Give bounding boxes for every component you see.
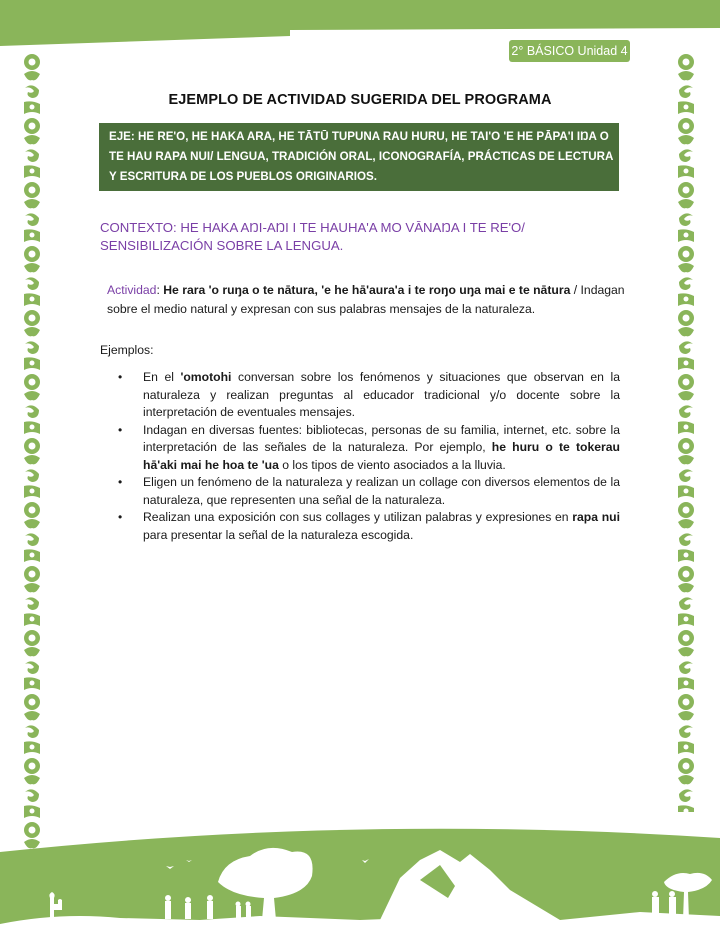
bullet-icon: • — [118, 422, 123, 437]
actividad-paragraph — [107, 281, 627, 319]
item-text: Realizan una exposición con sus collages y utilizan palabras y expresiones en — [143, 510, 573, 524]
item-text: o los tipos de viento asociados a la lluvia. — [278, 457, 506, 472]
page-title: EJEMPLO DE ACTIVIDAD SUGERIDA DEL PROGRAMA — [168, 92, 552, 108]
actividad-spanish-text: Indagan sobre el medio natural y expresan con sus palabras mensajes de la naturaleza. — [107, 283, 625, 316]
item-bold-text: 'omotohi — [180, 370, 232, 384]
grade-unit-badge: 2° BÁSICO Unidad 4 — [509, 40, 630, 62]
tribal-pattern-icon — [676, 52, 696, 812]
item-text: conversan sobre los fenómenos y situaciones que observan en la naturaleza y realizan preguntas al educador tradicional y/o docente sobre la interpretación de eventuales mensajes. — [143, 370, 620, 419]
item-bold-text: rapa nui — [572, 510, 620, 524]
item-text: Eligen un fenómeno de la naturaleza y realizan un collage con diversos elementos de la naturaleza, que representen una señal de la naturaleza. — [143, 475, 620, 507]
list-item — [115, 422, 620, 475]
list-item — [115, 509, 620, 544]
ejemplos-label: Ejemplos: — [100, 343, 154, 357]
footer-landscape-band — [0, 820, 720, 932]
tribal-pattern-icon — [22, 52, 42, 852]
item-text: para presentar la señal de la naturaleza escogida. — [143, 527, 414, 542]
contexto-heading: CONTEXTO: HE HAKA AŊI-AŊI I TE HAUHA'A MO VĀNAŊA I TE RE'O/ SENSIBILIZACIÓN SOBRE LA LENGUA. — [100, 220, 525, 253]
list-item — [115, 474, 620, 509]
ejemplos-list — [115, 369, 620, 544]
item-text: Indagan en diversas fuentes: bibliotecas, personas de su familia, internet, etc. sobre la interpretación de las señales de la naturaleza. Por ejemplo, — [143, 422, 620, 454]
actividad-label: Actividad — [107, 283, 157, 297]
bullet-icon: • — [118, 510, 123, 524]
actividad-separator: / — [570, 283, 581, 297]
right-polynesian-border — [676, 52, 696, 812]
eje-text: EJE: HE RE'O, HE HAKA ARA, HE TĀTŪ TUPUNA RAU HURU, HE TAI'O 'E HE PĀPA'I IŊA O TE HAU RAPA NUI/ LENGUA, TRADICIÓN ORAL, ICONOGRAFÍA, PRÁCTICAS DE LECTURA Y ESCRITURA DE LOS PUEBLOS ORIGINARIOS. — [109, 130, 613, 183]
actividad-rapa-nui-text: He rara 'o ruŋa o te nātura, 'e he hā'aura'a i te roŋo uŋa mai e te nātura — [163, 283, 571, 297]
left-polynesian-border — [22, 52, 42, 852]
bullet-icon: • — [118, 370, 123, 384]
item-bold-text: he huru o te tokerau hā'aki mai he hoa te 'ua — [143, 440, 620, 472]
list-item — [115, 369, 620, 422]
actividad-colon: : — [156, 283, 164, 297]
eje-box — [99, 123, 619, 191]
landscape-silhouette-icon — [0, 820, 720, 932]
item-text: En el — [143, 370, 181, 384]
bullet-icon: • — [118, 475, 123, 489]
